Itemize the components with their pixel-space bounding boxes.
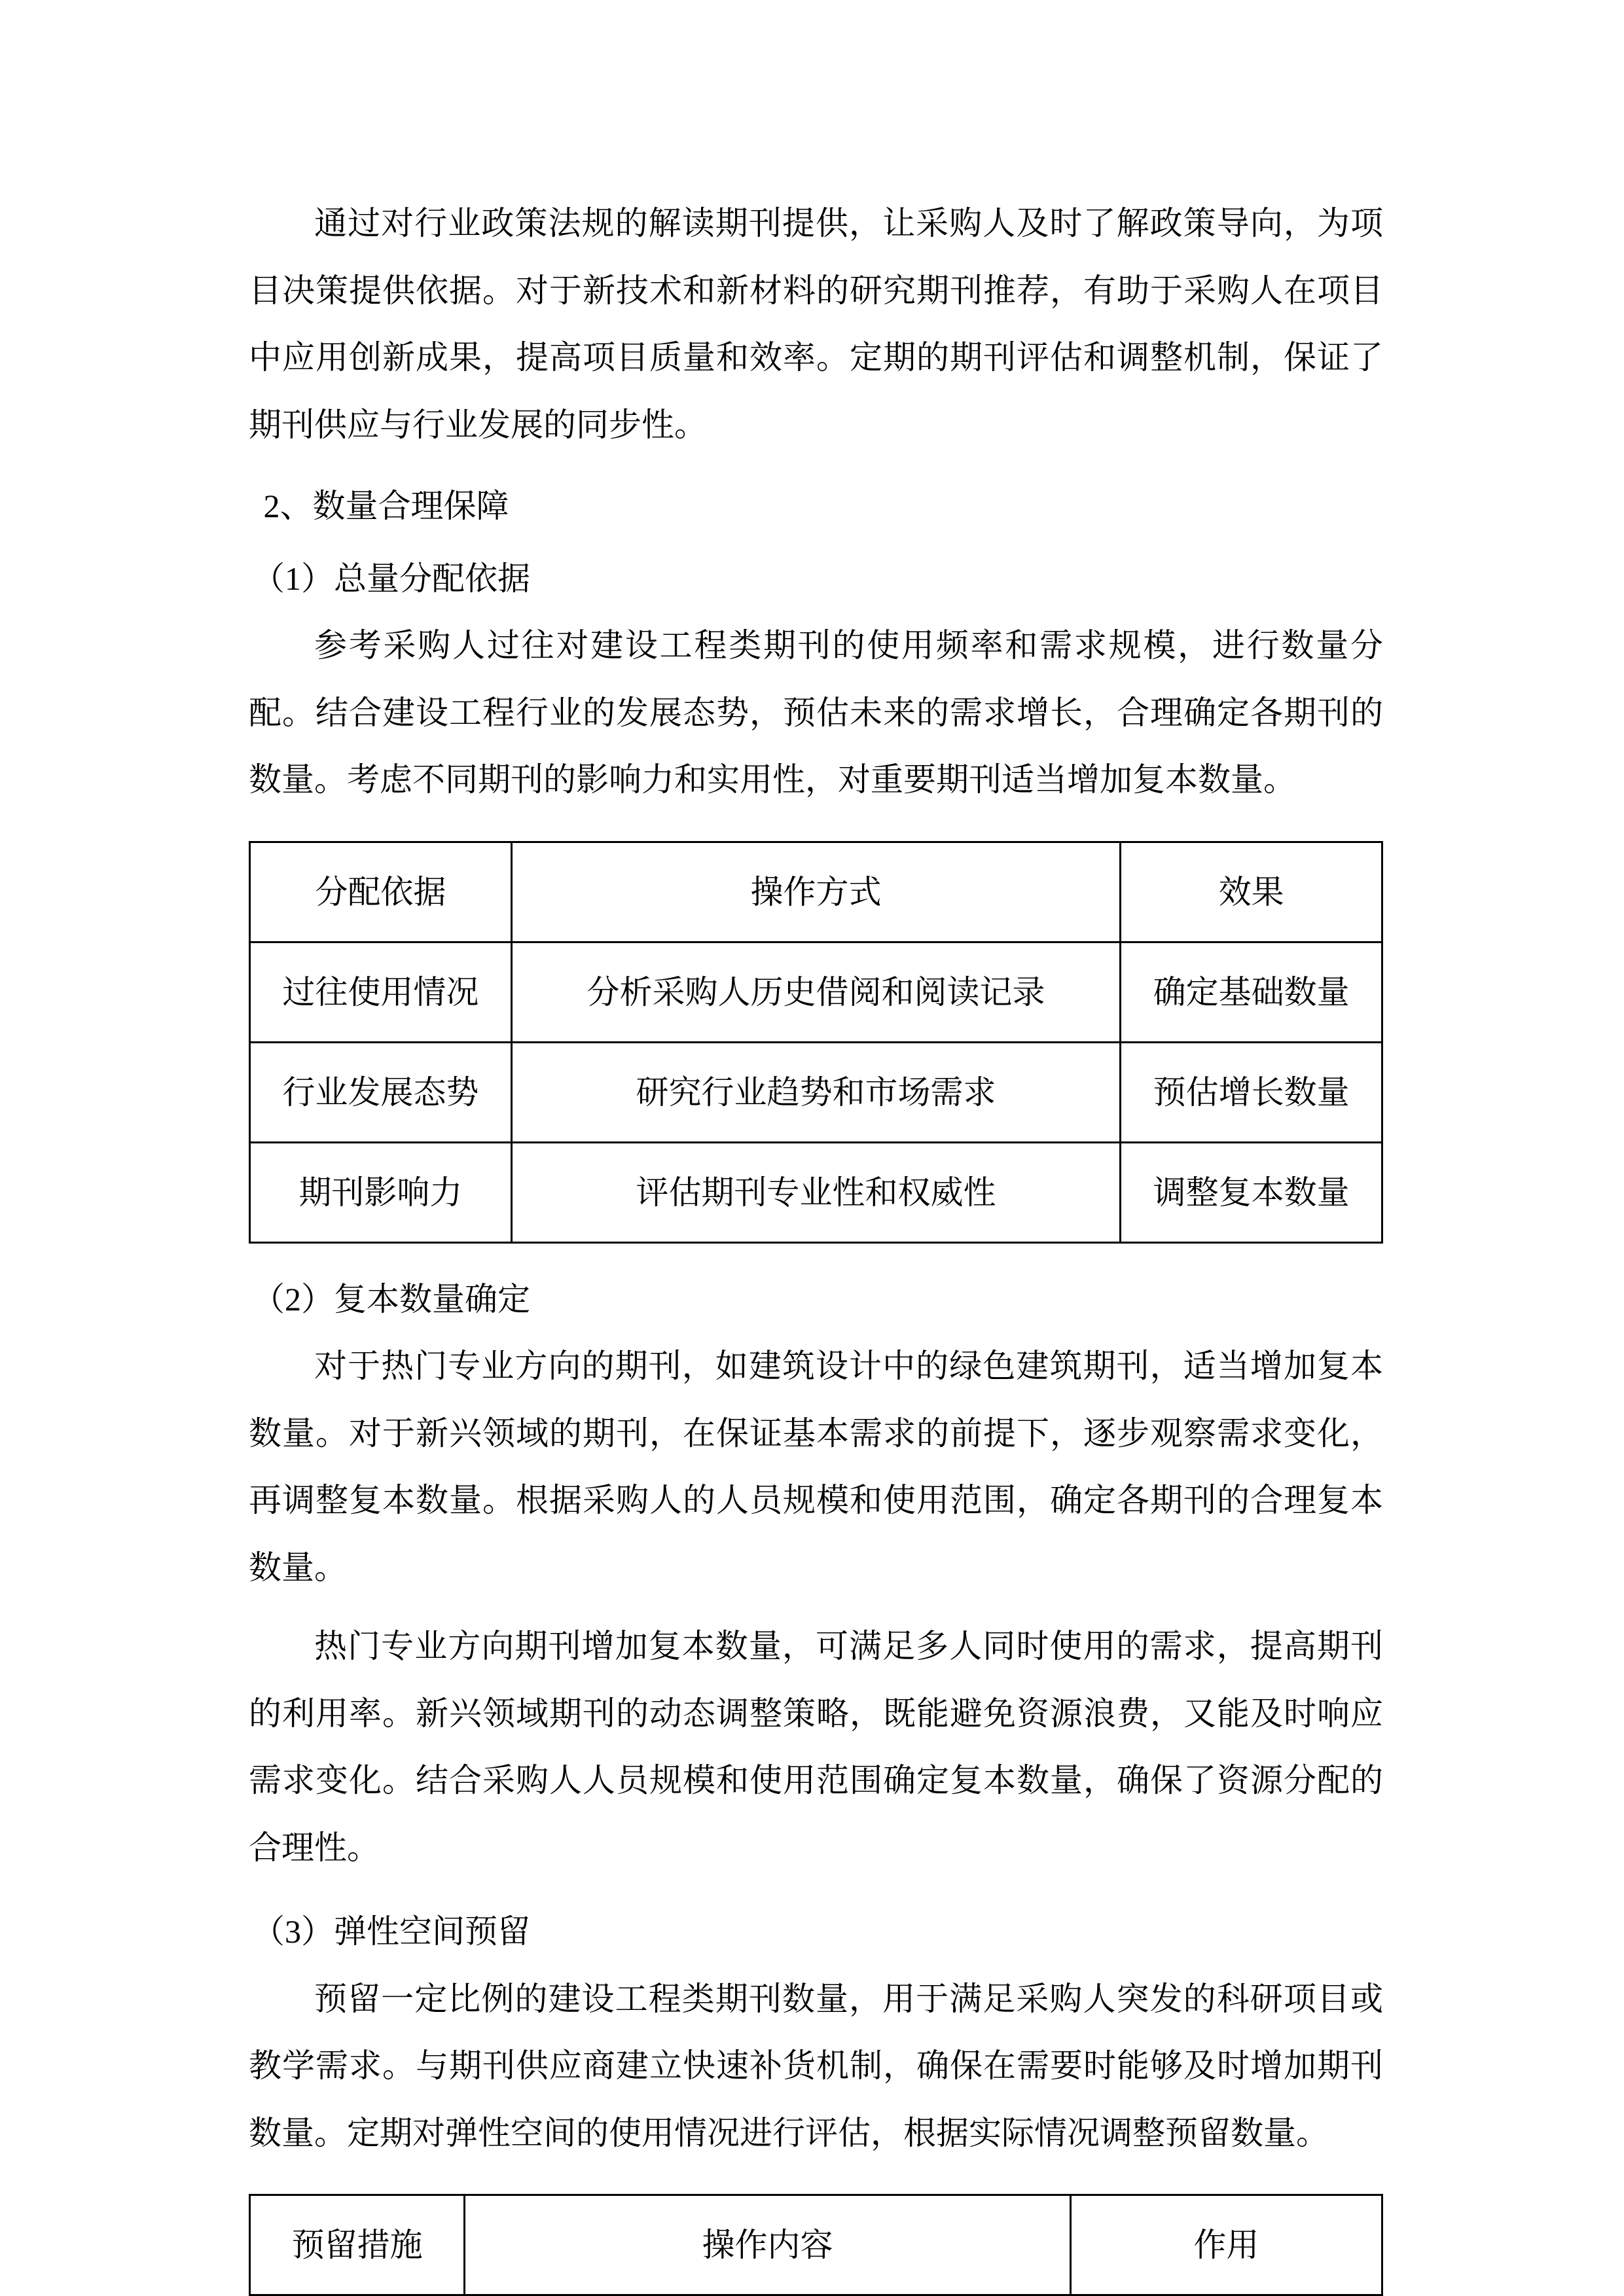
- table-header-cell: 效果: [1121, 842, 1382, 942]
- table-cell: 过往使用情况: [250, 942, 512, 1042]
- table-header-row: [250, 2195, 1382, 2295]
- table-cell: 行业发展态势: [250, 1042, 512, 1142]
- table-header-cell: 操作内容: [465, 2195, 1070, 2295]
- table-cell: 评估期刊专业性和权威性: [511, 1142, 1120, 1242]
- table-header-cell: 作用: [1070, 2195, 1382, 2295]
- table-cell: 期刊影响力: [250, 1142, 512, 1242]
- heading-quantity-guarantee: 2、数量合理保障: [263, 488, 509, 524]
- paragraph-allocation-basis: 参考采购人过往对建设工程类期刊的使用频率和需求规模，进行数量分配。结合建设工程行业的发展态势，预估未来的需求增长，合理确定各期刊的数量。考虑不同期刊的影响力和实用性，对重要期刊适当增加复本数量。: [249, 627, 1383, 798]
- reserve-table: [249, 2194, 1383, 2296]
- table-row: [250, 1142, 1382, 1242]
- table-header-cell: 预留措施: [250, 2195, 465, 2295]
- table-row: [250, 942, 1382, 1042]
- subheading-copy-quantity: （2）复本数量确定: [252, 1280, 530, 1318]
- paragraph-copy-quantity-1: 对于热门专业方向的期刊，如建筑设计中的绿色建筑期刊，适当增加复本数量。对于新兴领域的期刊，在保证基本需求的前提下，逐步观察需求变化，再调整复本数量。根据采购人的人员规模和使用范围，确定各期刊的合理复本数量。: [249, 1348, 1383, 1586]
- table-cell: 分析采购人历史借阅和阅读记录: [511, 942, 1120, 1042]
- allocation-table: [249, 841, 1383, 1244]
- subheading-total-allocation: （1）总量分配依据: [252, 560, 530, 597]
- table-header-row: [250, 842, 1382, 942]
- table-cell: 确定基础数量: [1121, 942, 1382, 1042]
- table-header-cell: 操作方式: [511, 842, 1120, 942]
- table-header-cell: 分配依据: [250, 842, 512, 942]
- paragraph-copy-quantity-2: 热门专业方向期刊增加复本数量，可满足多人同时使用的需求，提高期刊的利用率。新兴领域期刊的动态调整策略，既能避免资源浪费，又能及时响应需求变化。结合采购人人员规模和使用范围确定复本数量，确保了资源分配的合理性。: [249, 1628, 1383, 1866]
- table-cell: 预估增长数量: [1121, 1042, 1382, 1142]
- table-cell: 调整复本数量: [1121, 1142, 1382, 1242]
- subheading-flexible-space: （3）弹性空间预留: [252, 1913, 530, 1950]
- paragraph-flexible-space: 预留一定比例的建设工程类期刊数量，用于满足采购人突发的科研项目或教学需求。与期刊供应商建立快速补货机制，确保在需要时能够及时增加期刊数量。定期对弹性空间的使用情况进行评估，根据实际情况调整预留数量。: [249, 1980, 1383, 2151]
- table-cell: 研究行业趋势和市场需求: [511, 1042, 1120, 1142]
- table-row: [250, 1042, 1382, 1142]
- paragraph-policy-interpretation: 通过对行业政策法规的解读期刊提供，让采购人及时了解政策导向，为项目决策提供依据。对于新技术和新材料的研究期刊推荐，有助于采购人在项目中应用创新成果，提高项目质量和效率。定期的期刊评估和调整机制，保证了期刊供应与行业发展的同步性。: [249, 205, 1383, 443]
